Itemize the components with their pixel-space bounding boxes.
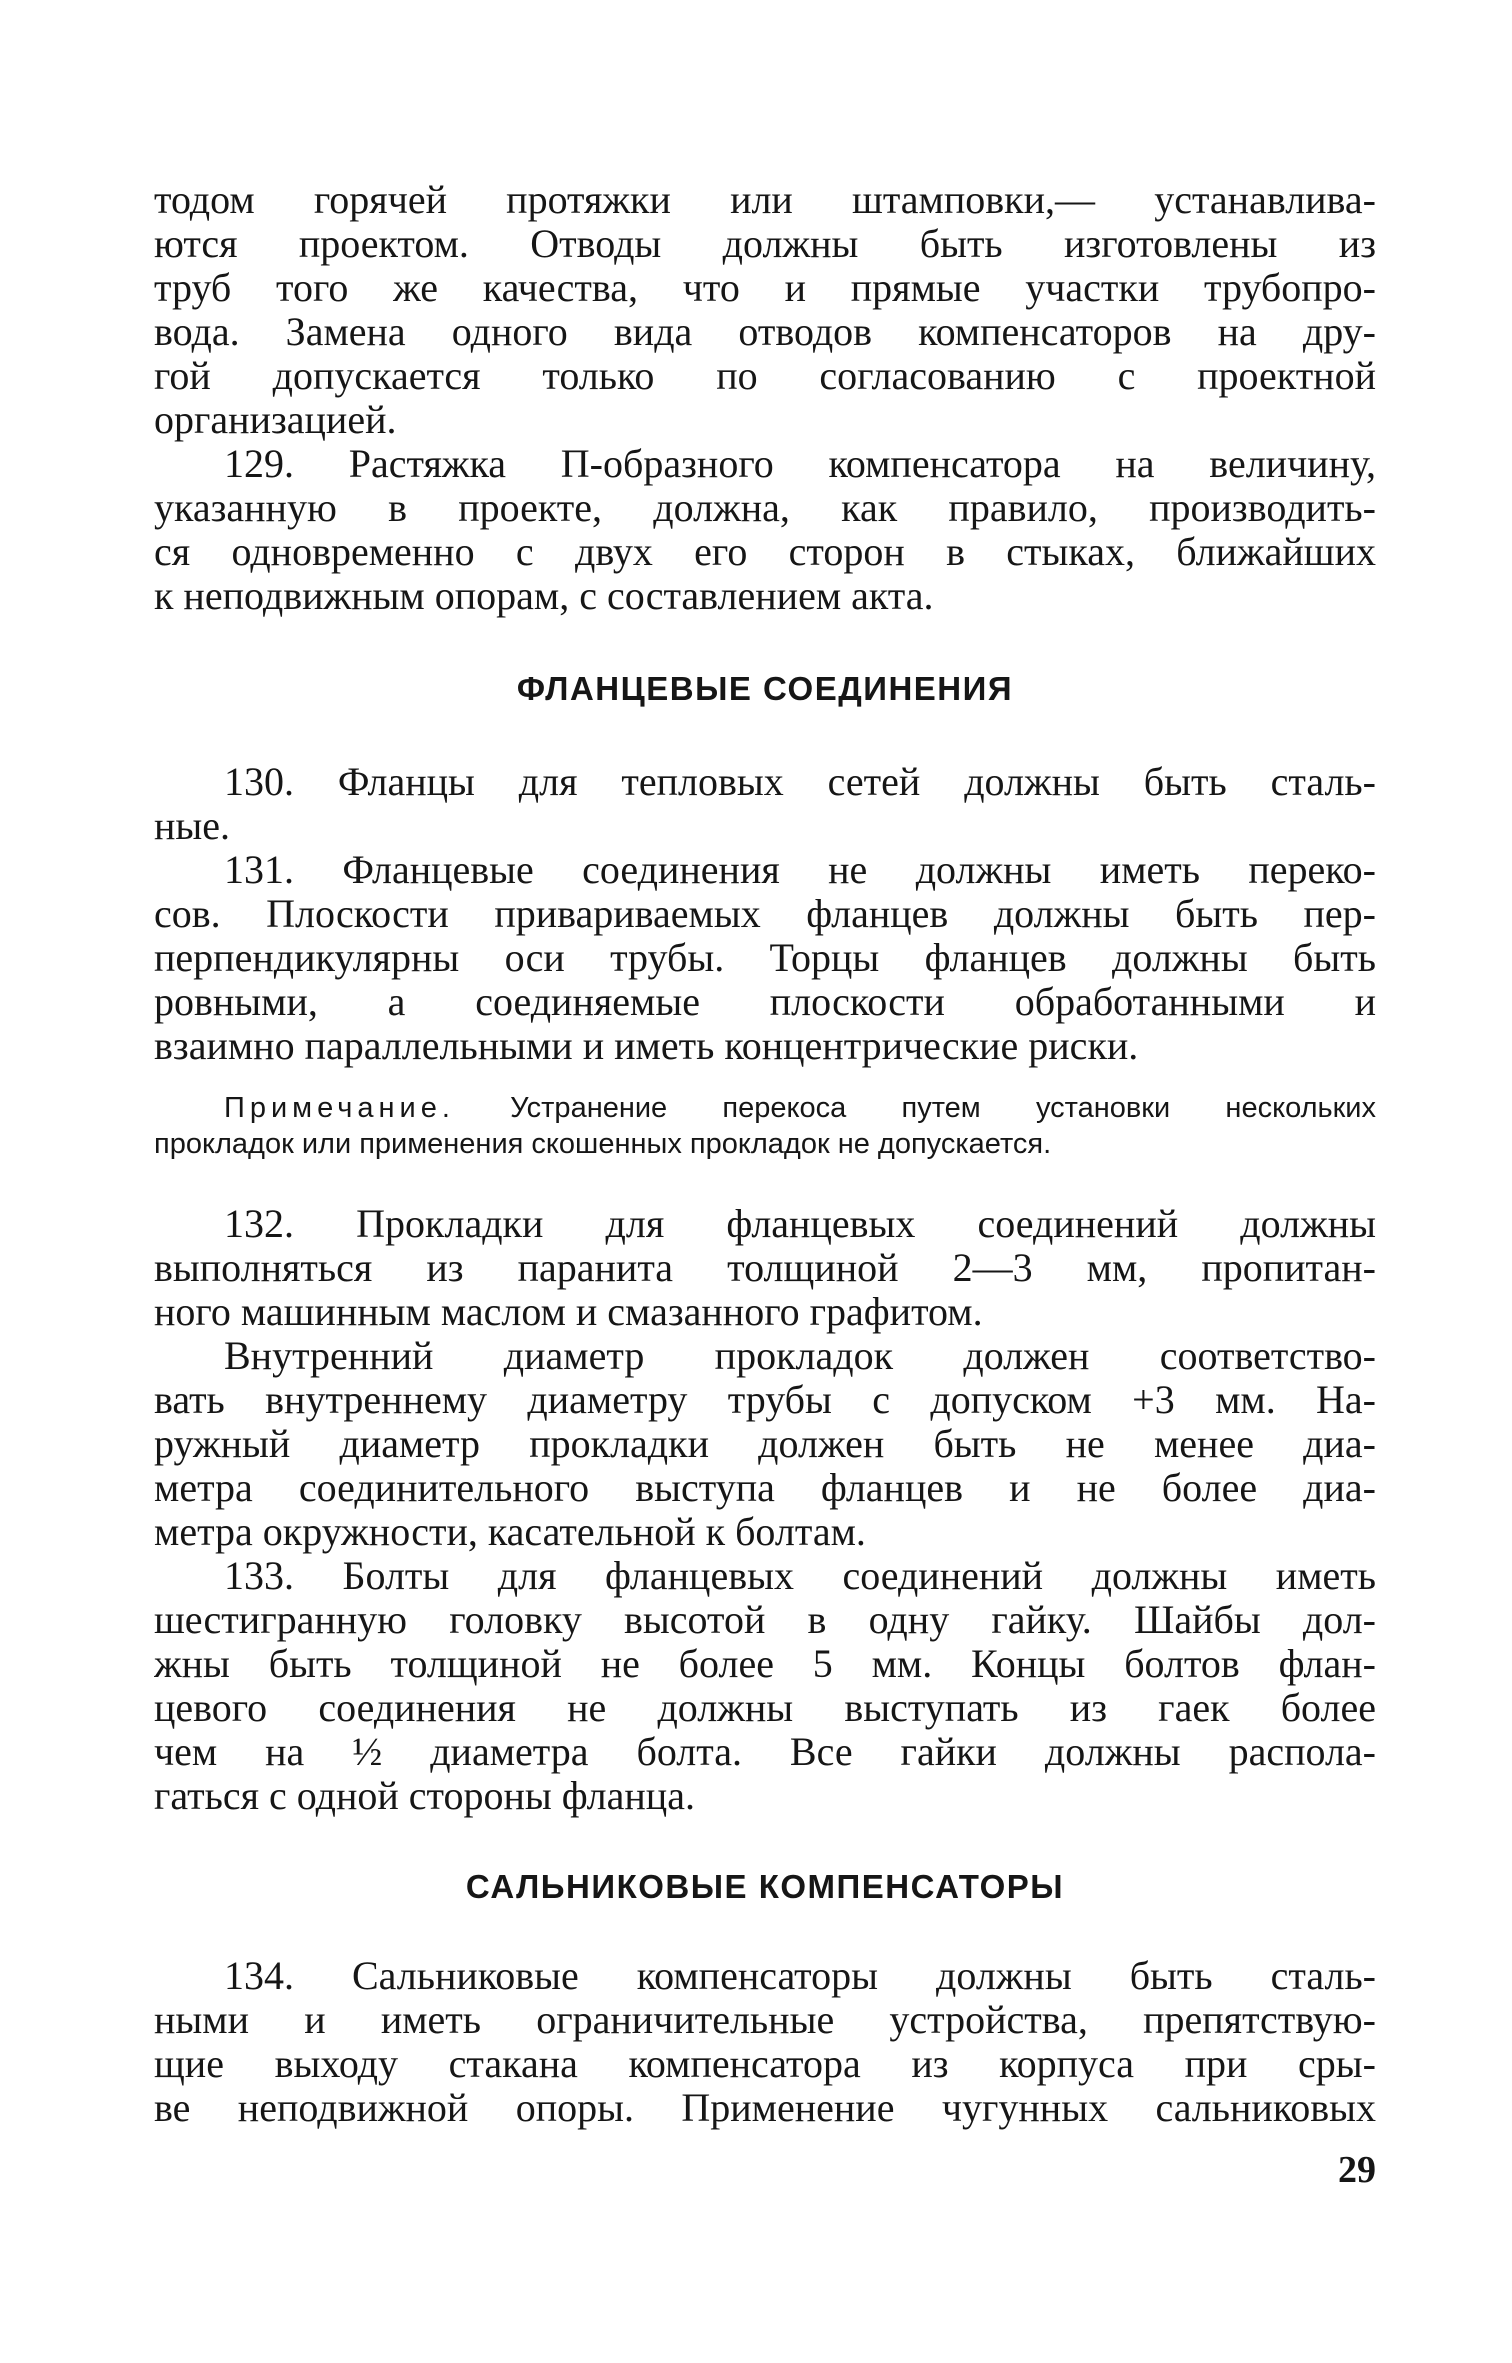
text-line: щие выходу стакана компенсатора из корпуса при сры- xyxy=(154,2042,1376,2086)
page-number: 29 xyxy=(1338,2149,1376,2191)
text-line: ся одновременно с двух его сторон в стыках, ближайших xyxy=(154,530,1376,574)
text-line: Внутренний диаметр прокладок должен соответство- xyxy=(224,1334,1376,1378)
text-line: 132. Прокладки для фланцевых соединений должны xyxy=(224,1202,1376,1246)
text-line: перпендикулярны оси трубы. Торцы фланцев должны быть xyxy=(154,936,1376,980)
text-line: метра соединительного выступа фланцев и не более диа- xyxy=(154,1466,1376,1510)
text-line: организацией. xyxy=(154,398,397,442)
text-line: ными и иметь ограничительные устройства, препятствую- xyxy=(154,1998,1376,2042)
paragraph-129 xyxy=(154,442,1376,618)
text-line: 133. Болты для фланцевых соединений должны иметь xyxy=(224,1554,1376,1598)
text-line: гой допускается только по согласованию с проектной xyxy=(154,354,1376,398)
text-line: сов. Плоскости привариваемых фланцев должны быть пер- xyxy=(154,892,1376,936)
note-line xyxy=(154,1090,1376,1126)
note-text: Устранение перекоса путем установки нескольких xyxy=(510,1092,1376,1124)
text-line: тодом горячей протяжки или штамповки,— устанавлива- xyxy=(154,178,1376,222)
text-line: 131. Фланцевые соединения не должны иметь переко- xyxy=(224,848,1376,892)
text-line: вать внутреннему диаметру трубы с допуском +3 мм. На- xyxy=(154,1378,1376,1422)
text-line: 134. Сальниковые компенсаторы должны быть сталь- xyxy=(224,1954,1376,1998)
text-line: выполняться из паранита толщиной 2—3 мм, пропитан- xyxy=(154,1246,1376,1290)
paragraph-131 xyxy=(154,848,1376,1068)
text-line: чем на ½ диаметра болта. Все гайки должны распола- xyxy=(154,1730,1376,1774)
text-line: ного машинным маслом и смазанного графитом. xyxy=(154,1290,983,1334)
text-line: цевого соединения не должны выступать из гаек более xyxy=(154,1686,1376,1730)
paragraph-132 xyxy=(154,1202,1376,1334)
text-line: ные. xyxy=(154,804,231,848)
note-line: прокладок или применения скошенных прокладок не допускается. xyxy=(154,1128,1052,1160)
note-block xyxy=(154,1090,1376,1162)
section-heading-gland-compensators: САЛЬНИКОВЫЕ КОМПЕНСАТОРЫ xyxy=(465,1868,1065,1905)
paragraph-132-continued xyxy=(154,1334,1376,1554)
text-line: указанную в проекте, должна, как правило, производить- xyxy=(154,486,1376,530)
paragraph-134 xyxy=(154,1954,1376,2130)
section-heading-flanges: ФЛАНЦЕВЫЕ СОЕДИНЕНИЯ xyxy=(516,670,1014,707)
text-line: 130. Фланцы для тепловых сетей должны быть сталь- xyxy=(224,760,1376,804)
text-line: вода. Замена одного вида отводов компенсаторов на дру- xyxy=(154,310,1376,354)
text-line: ются проектом. Отводы должны быть изготовлены из xyxy=(154,222,1376,266)
text-line: к неподвижным опорам, с составлением акта. xyxy=(154,574,934,618)
text-line: шестигранную головку высотой в одну гайку. Шайбы дол- xyxy=(154,1598,1376,1642)
text-line: взаимно параллельными и иметь концентрические риски. xyxy=(154,1024,1139,1068)
paragraph-133 xyxy=(154,1554,1376,1818)
text-line: жны быть толщиной не более 5 мм. Концы болтов флан- xyxy=(154,1642,1376,1686)
paragraph-130 xyxy=(154,760,1376,848)
text-line: 129. Растяжка П-образного компенсатора на величину, xyxy=(224,442,1376,486)
note-label: Примечание. xyxy=(224,1092,455,1124)
text-line: гаться с одной стороны фланца. xyxy=(154,1774,695,1818)
text-line: труб того же качества, что и прямые участки трубопро- xyxy=(154,266,1376,310)
text-line: ровными, а соединяемые плоскости обработанными и xyxy=(154,980,1376,1024)
text-line: ружный диаметр прокладки должен быть не менее диа- xyxy=(154,1422,1376,1466)
paragraph-continuation xyxy=(154,178,1376,442)
text-line: метра окружности, касательной к болтам. xyxy=(154,1510,866,1554)
text-line: ве неподвижной опоры. Применение чугунных сальниковых xyxy=(154,2086,1376,2130)
